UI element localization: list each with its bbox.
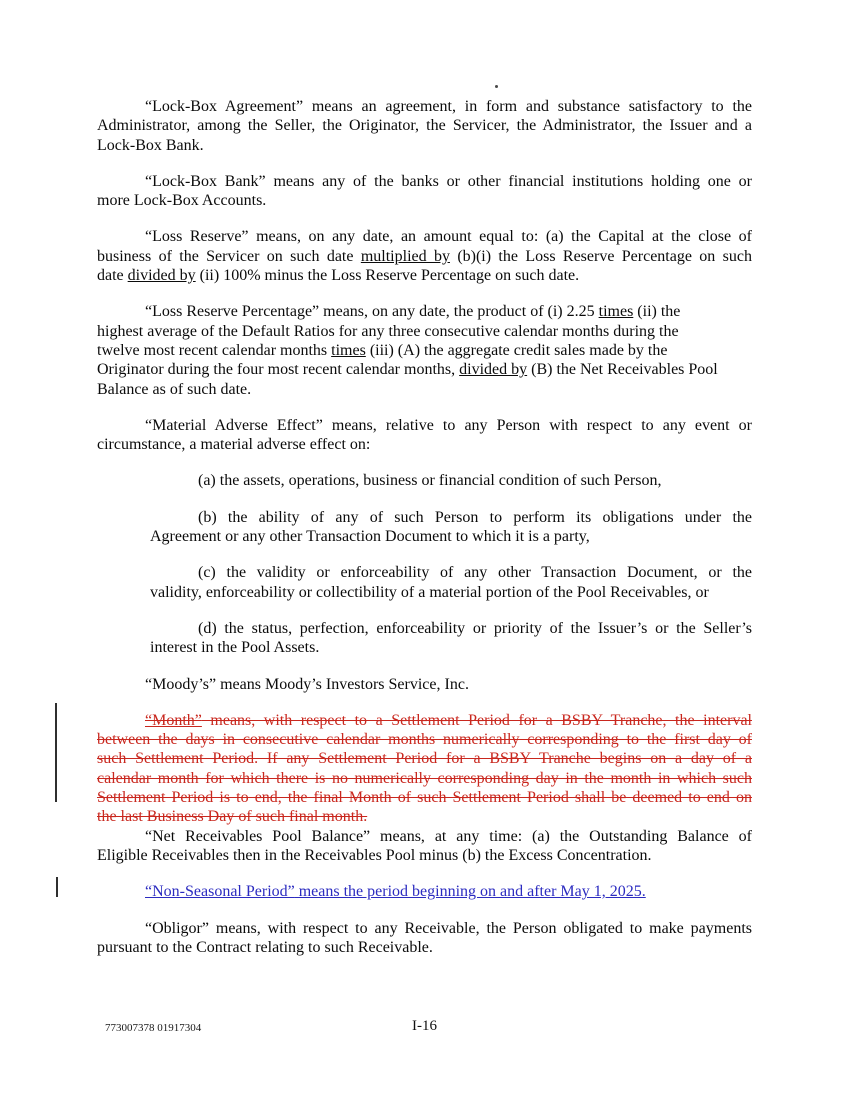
def-month-deleted <box>97 711 752 827</box>
underlined-term: divided by <box>459 361 528 379</box>
text-segment: twelve most recent calendar months <box>97 341 332 359</box>
def-non-seasonal-period-inserted <box>97 882 752 901</box>
text-segment: (ii) the <box>633 303 681 321</box>
text-segment: date <box>97 267 128 285</box>
text-line <box>97 846 752 865</box>
change-bar-deletion <box>55 703 57 802</box>
text-line <box>97 882 752 901</box>
clause-a <box>150 471 752 490</box>
def-material-adverse-effect <box>97 416 752 455</box>
text-line <box>97 749 752 768</box>
text-line <box>150 471 752 490</box>
underlined-term: divided by <box>127 267 196 285</box>
text-segment: Administrator, among the Seller, the Originator, the Servicer, the Administrator, the Issuer and a <box>97 117 752 135</box>
text-line <box>97 322 752 341</box>
text-segment: (iii) (A) the aggregate credit sales made by the <box>365 341 668 359</box>
text-segment: (B) the Net Receivables Pool <box>527 361 718 379</box>
text-segment: means, with respect to a Settlement Period for a BSBY Tranche, the interval <box>201 711 752 729</box>
clause-b <box>150 508 752 547</box>
def-net-receivables-pool-balance <box>97 827 752 866</box>
def-loss-reserve <box>97 227 752 285</box>
text-line <box>150 583 752 602</box>
text-line <box>97 435 752 454</box>
text-segment: “Net Receivables Pool Balance” means, at any time: (a) the Outstanding Balance of <box>145 827 752 845</box>
underlined-term: multiplied by <box>360 247 450 265</box>
def-loss-reserve-percentage <box>97 302 752 398</box>
change-bar-insertion <box>56 877 58 897</box>
text-line <box>97 266 752 285</box>
text-segment: Originator during the four most recent calendar months, <box>97 361 460 379</box>
text-line <box>150 508 752 527</box>
scan-artifact-speck <box>495 85 498 88</box>
text-line <box>97 380 752 399</box>
text-line <box>97 136 752 155</box>
text-segment: such Settlement Period. If any Settlement Period for a BSBY Tranche begins on a day of a <box>97 750 752 768</box>
text-segment: “Loss Reserve” means, on any date, an amount equal to: (a) the Capital at the close of <box>145 228 752 246</box>
text-segment: “Material Adverse Effect” means, relative to any Person with respect to any event or <box>145 416 752 434</box>
text-line <box>97 711 752 730</box>
text-line <box>97 827 752 846</box>
text-segment: (ii) 100% minus the Loss Reserve Percentage on such date. <box>195 267 580 285</box>
text-line <box>97 172 752 191</box>
clause-d <box>150 619 752 658</box>
document-body <box>97 97 752 974</box>
text-line <box>97 730 752 749</box>
text-segment: validity, enforceability or collectibility of a material portion of the Pool Receivables, or <box>150 583 709 601</box>
underlined-term: times <box>598 303 634 321</box>
text-line <box>97 227 752 246</box>
text-segment: Settlement Period is to end, the final Month of such Settlement Period shall be deemed to end on <box>97 789 752 807</box>
text-line <box>97 807 752 826</box>
text-line <box>97 116 752 135</box>
text-segment: means the period beginning on and after May 1, 2025. <box>294 883 646 901</box>
text-segment: Balance as of such date. <box>97 380 252 398</box>
clause-c <box>150 563 752 602</box>
text-line <box>97 675 752 694</box>
text-segment: (c) the validity or enforceability of any other Transaction Document, or the <box>198 564 752 582</box>
text-segment: (a) the assets, operations, business or financial condition of such Person, <box>198 472 662 490</box>
text-line <box>97 416 752 435</box>
text-segment: calendar month for which there is no numerically corresponding day in the month in which such <box>97 769 752 787</box>
underlined-term: “Non-Seasonal Period” <box>145 883 295 901</box>
text-line <box>97 302 752 321</box>
text-segment: highest average of the Default Ratios for any three consecutive calendar months during the <box>97 322 679 340</box>
def-lock-box-bank <box>97 172 752 211</box>
text-segment: “Loss Reserve Percentage” means, on any date, the product of (i) 2.25 <box>145 303 599 321</box>
text-segment: “Lock-Box Agreement” means an agreement, in form and substance satisfactory to the <box>145 98 752 115</box>
text-segment: the last Business Day of such final month. <box>97 808 368 826</box>
text-segment: interest in the Pool Assets. <box>150 639 320 657</box>
text-line <box>150 619 752 638</box>
text-segment: Eligible Receivables then in the Receivables Pool minus (b) the Excess Concentration. <box>97 846 652 864</box>
text-line <box>97 360 752 379</box>
text-segment: (b)(i) the Loss Reserve Percentage on such <box>449 247 752 265</box>
underlined-term: times <box>331 341 366 359</box>
text-segment: Lock-Box Bank. <box>97 136 204 154</box>
text-segment: more Lock-Box Accounts. <box>97 192 267 210</box>
text-line <box>97 788 752 807</box>
text-line <box>97 341 752 360</box>
text-segment: Agreement or any other Transaction Document to which it is a party, <box>150 528 590 546</box>
page-number: I-16 <box>412 1018 437 1034</box>
page-footer <box>0 1018 849 1042</box>
text-line <box>97 97 752 116</box>
text-segment: business of the Servicer on such date <box>97 247 361 265</box>
text-segment: (b) the ability of any of such Person to perform its obligations under the <box>198 508 752 526</box>
underlined-term: “Month” <box>145 711 202 729</box>
def-obligor <box>97 919 752 958</box>
text-line <box>150 527 752 546</box>
text-segment: between the days in consecutive calendar months numerically corresponding to the first day of <box>97 731 752 749</box>
text-line <box>97 938 752 957</box>
def-moodys <box>97 675 752 694</box>
text-line <box>97 191 752 210</box>
def-lock-box-agreement <box>97 97 752 155</box>
text-segment: “Lock-Box Bank” means any of the banks or other financial institutions holding one or <box>145 172 752 190</box>
text-segment: “Moody’s” means Moody’s Investors Service, Inc. <box>145 675 469 693</box>
text-segment: (d) the status, perfection, enforceability or priority of the Issuer’s or the Seller’s <box>198 619 752 637</box>
text-line <box>150 563 752 582</box>
text-line <box>150 638 752 657</box>
text-line <box>97 769 752 788</box>
text-segment: pursuant to the Contract relating to such Receivable. <box>97 938 433 956</box>
document-id-number: 773007378 01917304 <box>105 1022 202 1034</box>
text-segment: “Obligor” means, with respect to any Receivable, the Person obligated to make payments <box>145 919 752 937</box>
text-segment: circumstance, a material adverse effect on: <box>97 436 371 454</box>
text-line <box>97 919 752 938</box>
text-line <box>97 247 752 266</box>
